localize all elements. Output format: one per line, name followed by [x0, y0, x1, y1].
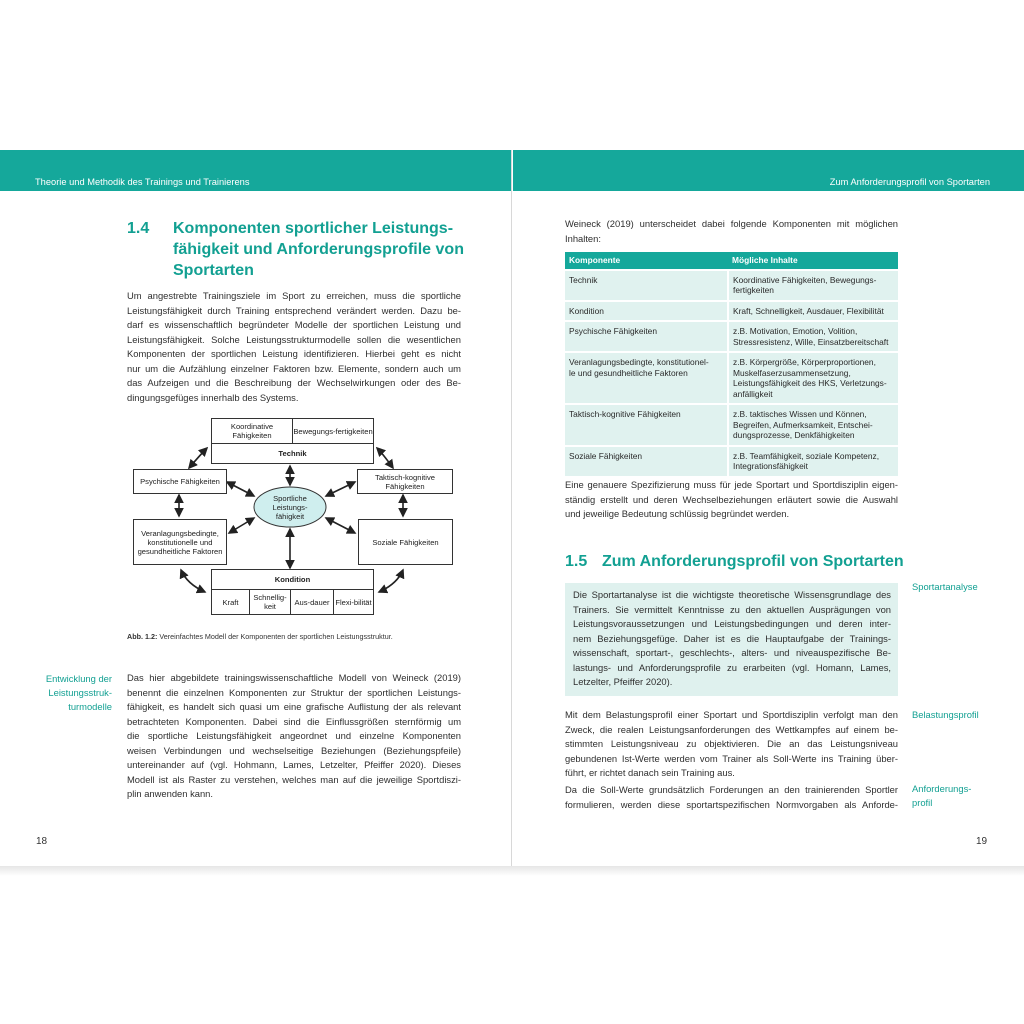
paragraph-line: führt, er richtet danach sein Training aus.	[565, 767, 735, 778]
paragraph-line: Das hier abgebildete trainingswissenschaftliche Modell von Weineck (2019)	[127, 672, 461, 683]
margin-note-line: Entwicklung der	[45, 673, 112, 684]
paragraph-line: Leistungsfähigkeit. Solche Leistungsstrukturmodelle sollen die wesentlichen	[127, 333, 461, 345]
table-cell-komponente	[565, 446, 728, 476]
box-bewegungsfertigkeiten: Bewegungs-fertigkeiten	[292, 418, 374, 444]
table-cell-line: z.B. Körpergröße, Körperproportionen,	[733, 357, 876, 367]
box-psychische-faehigkeiten: Psychische Fähigkeiten	[133, 469, 227, 494]
paragraph-line: Letzelter, Pfeiffer 2020).	[573, 676, 673, 687]
table-cell-line: dungsprozesse, Denkfähigkeiten	[733, 430, 855, 440]
box-kraft: Kraft	[211, 589, 250, 615]
performance-structure-diagram	[131, 418, 453, 618]
box-schnelligkeit: Schnellig-keit	[249, 589, 291, 615]
paragraph-line: darf es wissenschaftlich begründeter Modelle der sportlichen Leistung und	[127, 319, 461, 330]
margin-note-line: Leistungsstruk-	[48, 687, 112, 698]
margin-note-entwicklung	[20, 672, 112, 714]
table-cell-line: z.B. Motivation, Emotion, Volition,	[733, 326, 858, 336]
figure-caption	[127, 632, 461, 641]
table-cell-komponente	[565, 321, 728, 352]
margin-note-anforderungsprofil	[912, 782, 1012, 810]
table-row	[565, 404, 898, 446]
caption-label: Abb. 1.2:	[127, 632, 158, 641]
page-number-right: 19	[976, 836, 988, 847]
table-cell-komponente	[565, 352, 728, 404]
table-cell-line: z.B. taktisches Wissen und Können,	[733, 409, 867, 419]
table-cell-line: anfälligkeit	[733, 388, 773, 399]
margin-note-line: Anforderungs-	[912, 783, 972, 794]
components-table	[565, 252, 898, 476]
section-title	[173, 218, 464, 281]
table-cell-line: Stressresistenz, Wille, Einsatzbereitschaft	[733, 336, 889, 347]
box-flexibilitaet: Flexi-bilität	[333, 589, 374, 615]
paragraph-line: Da die Soll-Werte grundsätzlich Forderungen an den trainierenden Sportler	[565, 784, 898, 795]
section-number: 1.5	[565, 553, 588, 570]
box-veranlagungsbedingte-faktoren: Veranlagungsbedingte, konstitutionelle und gesundheitliche Faktoren	[133, 519, 227, 565]
margin-note-belastungsprofil: Belastungsprofil	[912, 709, 979, 720]
paragraph-line: und jeweilige Bedeutung schlüssig begründet werden.	[565, 508, 790, 519]
table-cell-line: Taktisch-kognitive Fähigkeiten	[569, 409, 681, 419]
section-number: 1.4	[127, 220, 150, 237]
box-soziale-faehigkeiten: Soziale Fähigkeiten	[358, 519, 453, 565]
table-cell-line: fertigkeiten	[733, 285, 774, 295]
box-ausdauer: Aus-dauer	[290, 589, 334, 615]
paragraph-line: Modell ist als Raster zu verstehen, welches man auf die jeweilige Sportdiszi-	[127, 773, 461, 785]
running-head-right: Zum Anforderungsprofil von Sportarten	[513, 150, 1024, 191]
section-title-line: Sportarten	[173, 262, 254, 279]
paragraph-line: ständig erstellt und deren Wechselbeziehungen erläutert sowie die Auswahl	[565, 493, 898, 505]
table-cell-line: Veranlagungsbedingte, konstitutionel-	[569, 357, 709, 367]
center-label: Sportliche Leistungs-fähigkeit	[272, 493, 308, 521]
paragraph-line: Komponenten der sportlichen Leistung identifizieren. Hierbei geht es nicht	[127, 348, 461, 359]
paragraph-line: Weineck (2019) unterscheidet dabei folgende Komponenten mit möglichen	[565, 218, 898, 229]
table-cell-komponente	[565, 404, 728, 446]
table-row	[565, 446, 898, 476]
table-intro-paragraph	[565, 217, 898, 246]
paragraph-line: Zweck, die realen Leistungsanforderungen des Wettkampfes auf einem be-	[565, 723, 898, 735]
box-kondition: Kondition	[211, 569, 374, 590]
paragraph-line: gebundenen Ist-Werte werden vom Trainer als Soll-Werte ins Training über-	[565, 752, 898, 764]
table-header-row	[565, 252, 898, 270]
table-cell-line: Psychische Fähigkeiten	[569, 326, 657, 336]
paragraph-line: untereinander auf (vgl. Hohmann, Lames, Letzelter, Pfeiffer 2020). Dieses	[127, 759, 461, 770]
paragraph-line: formulieren, werden diese sportartspezifischen Normvorgaben als Anforde-	[565, 798, 898, 810]
table-cell-komponente	[565, 301, 728, 322]
section-title: Zum Anforderungsprofil von Sportarten	[602, 553, 904, 570]
table-cell-line: Kraft, Schnelligkeit, Ausdauer, Flexibilität	[733, 305, 884, 316]
paragraph-line: stimmten Leistungsniveau zu objektivieren. Die an das Leistungsniveau	[565, 738, 898, 749]
paragraph-line: die sportliche Leistungsfähigkeit angeordnet und einzelne Komponenten	[127, 730, 461, 741]
box-koordinative-faehigkeiten: Koordinative Fähigkeiten	[211, 418, 293, 444]
section-title-line: fähigkeit und Anforderungsprofile von	[173, 241, 464, 258]
table-cell-line: Integrationsfähigkeit	[733, 461, 808, 471]
table-cell-line: Technik	[569, 274, 598, 285]
paragraph-line: Trainers. Sie vermittelt Kenntnisse zu den aktuellen Ausprägungen von	[573, 603, 891, 615]
paragraph-line: das Aufzeigen und die Beschreibung der Wechselwirkungen oder des Be-	[127, 377, 461, 388]
table-header-moegliche-inhalte: Mögliche Inhalte	[728, 252, 898, 270]
table-cell-line: z.B. Teamfähigkeit, soziale Kompetenz,	[733, 450, 880, 461]
table-cell-komponente	[565, 270, 728, 301]
margin-note-sportartanalyse: Sportartanalyse	[912, 581, 978, 592]
table-cell-line: Begreifen, Aufmerksamkeit, Entschei-	[733, 419, 873, 430]
specification-paragraph	[565, 478, 898, 522]
margin-note-line: turmodelle	[68, 701, 112, 712]
paragraph-line: Leistungsfähigkeit durch Training entsprechend verändert werden. Dazu be-	[127, 304, 461, 316]
table-cell-inhalte	[728, 270, 898, 301]
paragraph-line: Um angestrebte Trainingsziele im Sport zu erreichen, muss die sportliche	[127, 290, 461, 301]
model-paragraph	[127, 671, 461, 802]
table-cell-inhalte	[728, 352, 898, 404]
table-row	[565, 301, 898, 322]
paragraph-line: benennt die einzelnen Komponenten zur Struktur der sportlichen Leistungs-	[127, 686, 461, 698]
table-cell-line: le und gesundheitliche Faktoren	[569, 367, 688, 378]
paragraph-line: Leistungsvoraussetzungen und Leistungsbedingungen und deren inter-	[573, 618, 891, 629]
page-bottom-shadow	[0, 866, 1024, 876]
table-cell-inhalte	[728, 301, 898, 322]
paragraph-line: Eine genauere Spezifizierung muss für jede Sportart und Sportdisziplin eigen-	[565, 479, 898, 490]
paragraph-line: wissenschaft, sportart-, geschlechts-, alters- und niveauspezifische Be-	[573, 647, 891, 658]
soll-werte-paragraph	[565, 783, 898, 812]
caption-text: Vereinfachtes Modell der Komponenten der sportlichen Leistungsstruktur.	[159, 632, 393, 641]
section-heading-1-5	[565, 551, 910, 573]
section-title-line: Komponenten sportlicher Leistungs-	[173, 220, 454, 237]
paragraph-line: dingungsgefüges innerhalb des Systems.	[127, 391, 299, 403]
table-cell-line: Muskelfaserzusammensetzung,	[733, 367, 851, 378]
page-spine	[511, 150, 512, 870]
table-cell-line: Soziale Fähigkeiten	[569, 450, 643, 461]
table-cell-inhalte	[728, 321, 898, 352]
margin-note-line: profil	[912, 797, 933, 808]
paragraph-line: Mit dem Belastungsprofil einer Sportart und Sportdisziplin verfolgt man den	[565, 709, 898, 720]
table-cell-line: Leistungsfähigkeit des HKS, Verletzungs-	[733, 378, 887, 388]
intro-paragraph	[127, 289, 461, 405]
paragraph-line: nur um die Aufzählung einzelner Faktoren bzw. Elemente, sondern auch um	[127, 362, 461, 374]
box-technik: Technik	[211, 443, 374, 464]
paragraph-line: betrachteten Komponenten. Dabei sind die Einflussgrößen sternförmig um	[127, 715, 461, 727]
table-cell-line: Kondition	[569, 305, 604, 316]
belastungsprofil-paragraph	[565, 708, 898, 781]
callout-paragraph	[573, 588, 891, 690]
section-heading-1-4	[127, 218, 487, 284]
table-header-komponente: Komponente	[565, 252, 728, 270]
running-head-left: Theorie und Methodik des Trainings und Trainierens	[0, 150, 511, 191]
paragraph-line: fähigkeit, es handelt sich quasi um eine grafische Auflistung der als relevant	[127, 701, 461, 712]
table-cell-inhalte	[728, 446, 898, 476]
table-row	[565, 321, 898, 352]
table-cell-inhalte	[728, 404, 898, 446]
paragraph-line: plin anwenden kann.	[127, 788, 214, 799]
paragraph-line: lastungs- und Anforderungsprofile zu erarbeiten (vgl. Homann, Lames,	[573, 661, 891, 673]
table-row	[565, 270, 898, 301]
paragraph-line: Die Sportartanalyse ist die wichtigste theoretische Wissensgrundlage des	[573, 589, 891, 600]
paragraph-line: weisen Verbindungen und wechselseitige Beziehungen (Beziehungspfeile)	[127, 744, 461, 756]
box-taktisch-kognitive-faehigkeiten: Taktisch-kognitive Fähigkeiten	[357, 469, 453, 494]
table-cell-line: Koordinative Fähigkeiten, Bewegungs-	[733, 274, 877, 285]
page-number-left: 18	[36, 836, 48, 847]
paragraph-line: nem Beziehungsgefüge. Daher ist es die Hauptaufgabe der Trainings-	[573, 632, 891, 644]
paragraph-line: Inhalten:	[565, 232, 601, 244]
table-row	[565, 352, 898, 404]
